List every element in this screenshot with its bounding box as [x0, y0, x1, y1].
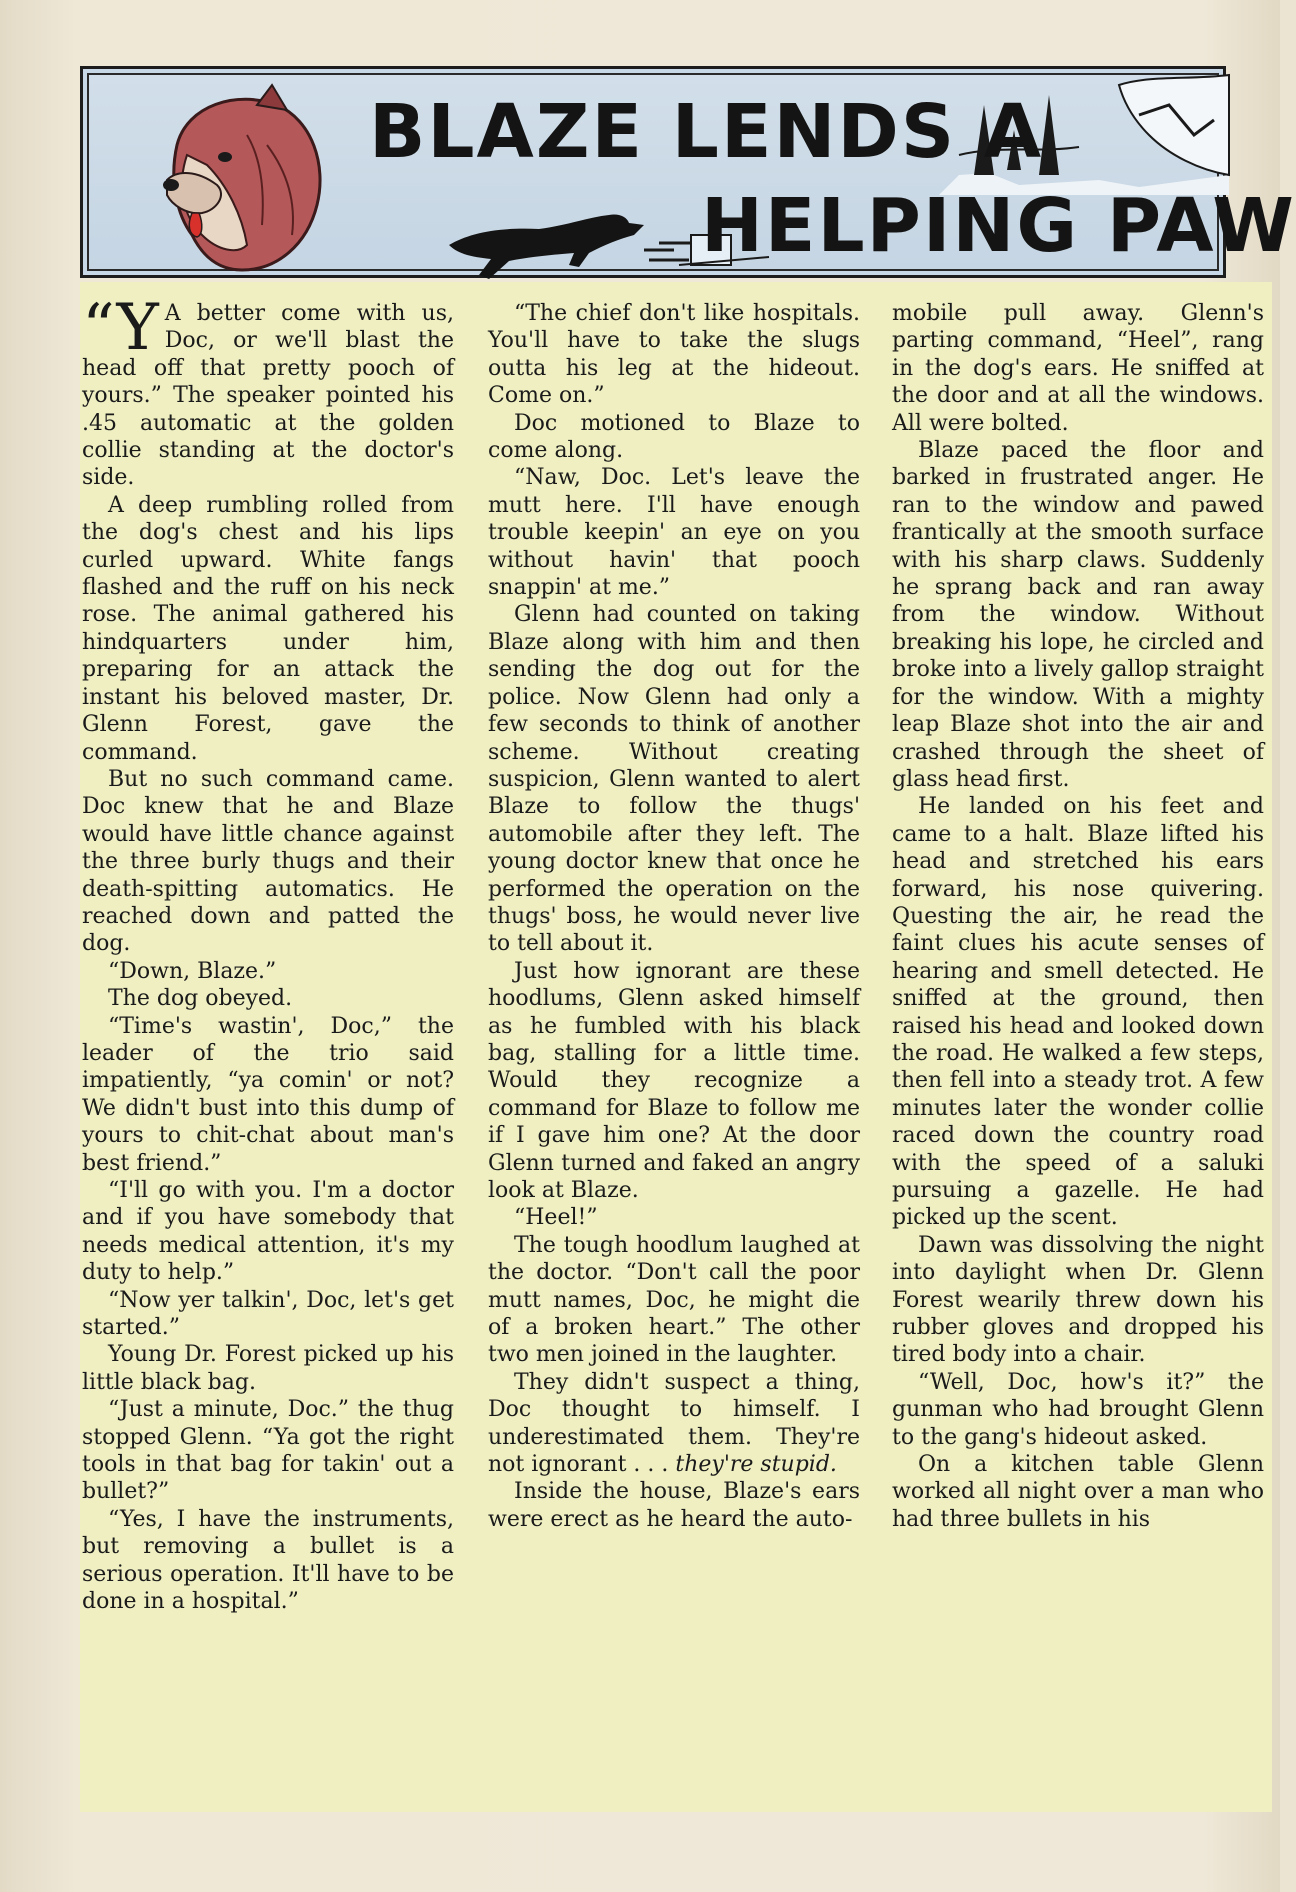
paragraph: On a kitchen table Glenn worked all night over a man who had three bullets in his: [892, 1452, 1264, 1532]
drop-cap: “Y: [82, 291, 159, 365]
paragraph: Inside the house, Blaze's ears were erect as he heard the auto-: [488, 1479, 860, 1532]
banner-frame: [87, 73, 1296, 271]
paragraph: “Heel!”: [514, 1205, 598, 1231]
collie-head-icon: [147, 85, 337, 277]
story-column-1: [82, 291, 454, 1616]
italic-text: they're stupid.: [675, 1452, 837, 1478]
paragraph: “Yes, I have the instruments, but removing a bullet is a serious operation. It'll have to be done in a hospital.”: [82, 1506, 454, 1615]
paragraph: He landed on his feet and came to a halt. Blaze lifted his head and stretched his ears forward, his nose quivering. Questing the air, he read the faint clues his acute senses of hearing and smell detected. He sniffed at the ground, then raised his head and looked down the road. He walked a few steps, then fell into a steady trot. A few minutes later the wonder collie raced down the country road with the speed of a saluki pursuing a gazelle. He had picked up the scent.: [892, 794, 1264, 1231]
paragraph: Young Dr. Forest picked up his little black bag.: [82, 1342, 454, 1395]
paragraph: But no such command came. Doc knew that he and Blaze would have little chance against the three burly thugs and their death-spitting automatics. He reached down and patted the dog.: [82, 766, 454, 957]
paragraph: “Now yer talkin', Doc, let's get started.”: [82, 1287, 454, 1341]
paragraph: The dog obeyed.: [108, 986, 293, 1012]
paragraph: “I'll go with you. I'm a doctor and if you have somebody that needs medical attention, it's my duty to help.”: [82, 1178, 454, 1286]
paragraph: The tough hoodlum laughed at the doctor. “Don't call the poor mutt names, Doc, he might die of a broken heart.” The other two men joined in the laughter.: [488, 1232, 860, 1368]
paragraph: A deep rumbling rolled from the dog's chest and his lips curled upward. White fangs flashed and the ruff on his neck rose. The animal gathered his hindquarters under him, preparing for an attack the instant his beloved master, Dr. Glenn Forest, gave the command.: [82, 492, 454, 765]
title-line-2: HELPING PAW: [701, 183, 1296, 269]
paragraph: Dawn was dissolving the night into daylight when Dr. Glenn Forest wearily threw down his rubber gloves and dropped his tired body into a chair.: [892, 1232, 1264, 1368]
paragraph: [488, 1369, 860, 1479]
paragraph: Glenn had counted on taking Blaze along with him and then sending the dog out for the police. Now Glenn had only a few seconds to think of another scheme. Without creating suspicion, Glenn wanted to alert Blaze to follow the thugs' automobile after they left. The young doctor knew that once he performed the operation on the thugs' boss, he would never live to tell about it.: [488, 602, 860, 957]
paragraph: Just how ignorant are these hoodlums, Glenn asked himself as he fumbled with his black bag, stalling for a little time. Would they recognize a command for Blaze to follow me if I gave him one? At the door Glenn turned and faked an angry look at Blaze.: [488, 958, 860, 1203]
paragraph: Doc motioned to Blaze to come along.: [488, 410, 860, 464]
paragraph: “Well, Doc, how's it?” the gunman who had brought Glenn to the gang's hideout asked.: [892, 1369, 1264, 1450]
paragraph: “Time's wastin', Doc,” the leader of the trio said impatiently, “ya comin' or not? We didn't bust into this dump of yours to chit-chat about man's best friend.”: [82, 1013, 454, 1176]
title-banner: [80, 66, 1296, 278]
paragraph-text: They didn't suspect a thing, Doc thought to himself. I underestimated them. They're not ignorant . . .: [488, 1369, 860, 1478]
story-text-panel: [80, 282, 1272, 1812]
paragraph-text: A better come with us, Doc, or we'll blast the head off that pretty pooch of yours.” The speaker pointed his .45 automatic at the golden collie standing at the doctor's side.: [82, 301, 454, 491]
story-column-3: [892, 300, 1264, 1533]
paragraph: “Just a minute, Doc.” the thug stopped Glenn. “Ya got the right tools in that bag for takin' out a bullet?”: [82, 1397, 454, 1505]
title-line-1: BLAZE LENDS A: [369, 89, 1044, 175]
paragraph: [82, 291, 454, 492]
paragraph: “The chief don't like hospitals. You'll have to take the slugs outta his leg at the hideout. Come on.”: [488, 301, 860, 409]
paragraph: mobile pull away. Glenn's parting command, “Heel”, rang in the dog's ears. He sniffed at the door and at all the windows. All were bolted.: [892, 301, 1264, 436]
paragraph: Blaze paced the floor and barked in frustrated anger. He ran to the window and pawed frantically at the smooth surface with his sharp claws. Suddenly he sprang back and ran away from the window. Without breaking his lope, he circled and broke into a lively gallop straight for the window. With a mighty leap Blaze shot into the air and crashed through the sheet of glass head first.: [892, 438, 1264, 792]
story-column-2: [488, 300, 860, 1533]
paragraph: “Down, Blaze.”: [108, 958, 277, 984]
paragraph: “Naw, Doc. Let's leave the mutt here. I'll have enough trouble keepin' an eye on you without havin' that pooch snappin' at me.”: [488, 465, 860, 601]
